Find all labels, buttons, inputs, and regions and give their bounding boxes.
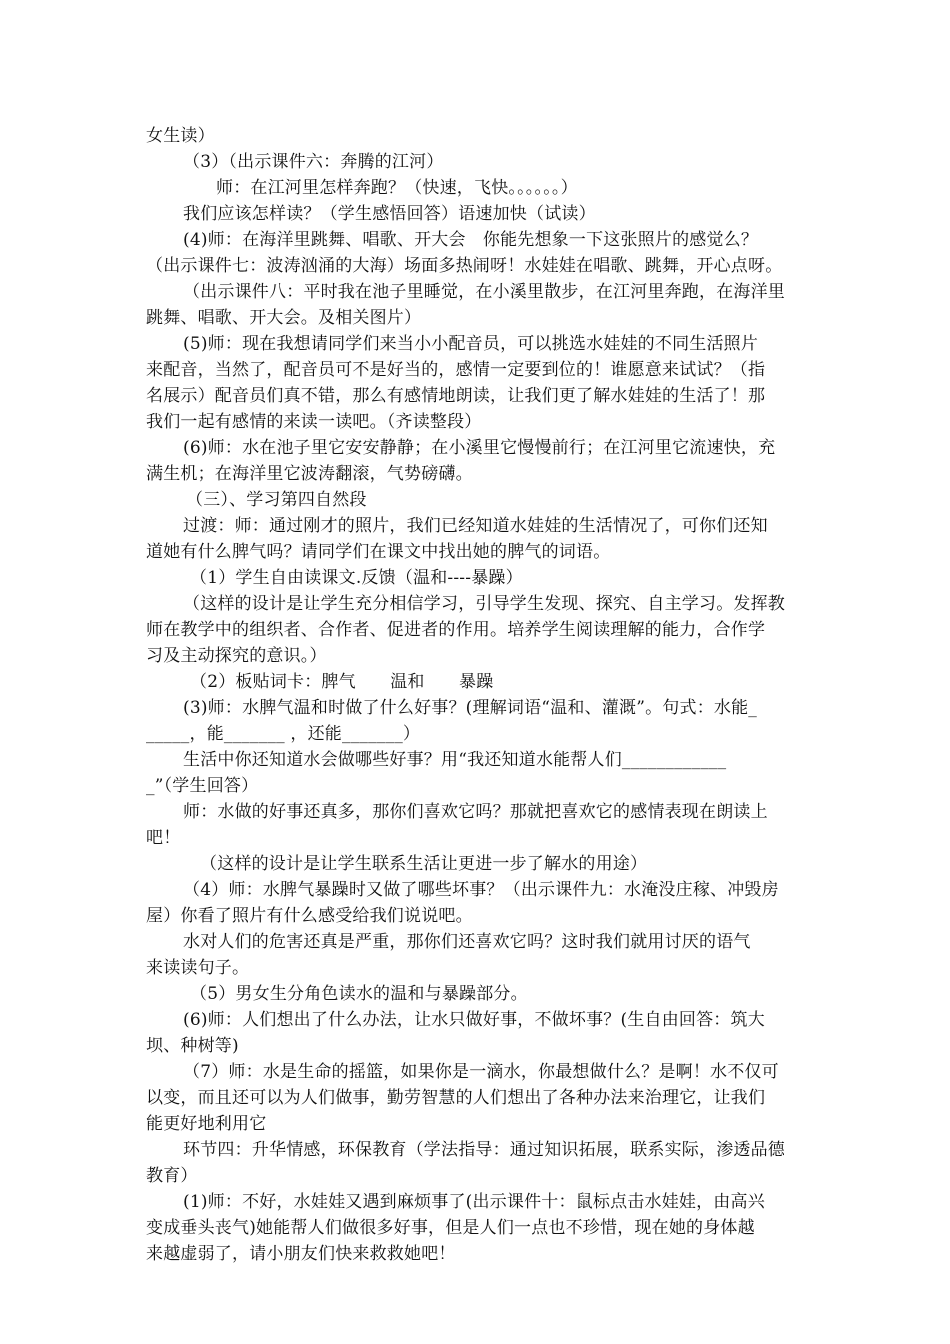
text-line: 过渡：师：通过刚才的照片，我们已经知道水娃娃的生活情况了，可你们还知 <box>183 516 768 536</box>
text-line: （2）板贴词卡：脾气 温和 暴躁 <box>190 672 494 692</box>
text-line: 师：在江河里怎样奔跑？（快速，飞快。。。。。。） <box>216 178 578 198</box>
text-line: 坝、种树等) <box>146 1036 239 1056</box>
text-line: (6)师：水在池子里它安安静静；在小溪里它慢慢前行；在江河里它流速快，充 <box>183 438 776 458</box>
text-line: （出示课件七：波涛汹涌的大海）场面多热闹呀！水娃娃在唱歌、跳舞，开心点呀。 <box>146 256 783 276</box>
text-line: 满生机；在海洋里它波涛翻滚，气势磅礴。 <box>146 464 473 484</box>
text-line: 来配音，当然了，配音员可不是好当的，感情一定要到位的！谁愿意来试试？（指 <box>146 360 766 380</box>
text-line: 跳舞、唱歌、开大会。及相关图片） <box>146 308 422 328</box>
text-line: (5)师：现在我想请同学们来当小小配音员，可以挑选水娃娃的不同生活照片 <box>183 334 759 354</box>
text-line: 变成垂头丧气)她能帮人们做很多好事，但是人们一点也不珍惜，现在她的身体越 <box>146 1218 755 1238</box>
text-line: （3）（出示课件六：奔腾的江河） <box>183 152 444 172</box>
text-line: （7）师：水是生命的摇篮，如果你是一滴水，你最想做什么？是啊！水不仅可 <box>183 1062 779 1082</box>
text-line: _____，能_______ ，还能_______） <box>146 724 421 744</box>
text-line: 吧！ <box>146 828 181 848</box>
text-line: 能更好地利用它 <box>146 1114 267 1134</box>
text-line: 我们一起有感情的来读一读吧。（齐读整段） <box>146 412 482 432</box>
text-line: 屋）你看了照片有什么感受给我们说说吧。 <box>146 906 473 926</box>
text-line: 名展示）配音员们真不错，那么有感情地朗读，让我们更了解水娃娃的生活了！那 <box>146 386 766 406</box>
text-line: 来越虚弱了，请小朋友们快来救救她吧！ <box>146 1244 456 1264</box>
text-line: 来读读句子。 <box>146 958 250 978</box>
text-line: （4）师：水脾气暴躁时又做了哪些坏事？（出示课件九：水淹没庄稼、冲毁房 <box>183 880 779 900</box>
text-line: （这样的设计是让学生联系生活让更进一步了解水的用途） <box>200 854 648 874</box>
text-line: (1)师：不好，水娃娃又遇到麻烦事了(出示课件十：鼠标点击水娃娃，由高兴 <box>183 1192 765 1212</box>
text-line: 我们应该怎样读？（学生感悟回答）语速加快（试读） <box>183 204 596 224</box>
text-line: （5）男女生分角色读水的温和与暴躁部分。 <box>190 984 528 1004</box>
text-line: 以变，而且还可以为人们做事，勤劳智慧的人们想出了各种办法来治理它，让我们 <box>146 1088 766 1108</box>
text-line: 教育） <box>146 1166 198 1186</box>
text-line: 习及主动探究的意识。） <box>146 646 327 666</box>
text-line: 水对人们的危害还真是严重，那你们还喜欢它吗？这时我们就用讨厌的语气 <box>183 932 751 952</box>
text-line: (3)师：水脾气温和时做了什么好事？(理解词语“温和、灌溉”。句式：水能_ <box>183 698 757 718</box>
text-line: （这样的设计是让学生充分相信学习，引导学生发现、探究、自主学习。发挥教 <box>183 594 785 614</box>
text-line: 师在教学中的组织者、合作者、促进者的作用。培养学生阅读理解的能力，合作学 <box>146 620 766 640</box>
text-line: 道她有什么脾气吗？请同学们在课文中找出她的脾气的词语。 <box>146 542 611 562</box>
text-line: 生活中你还知道水会做哪些好事？用“我还知道水能帮人们____________ <box>183 750 727 770</box>
text-line: 环节四：升华情感，环保教育（学法指导：通过知识拓展，联系实际，渗透品德 <box>183 1140 785 1160</box>
text-line: （1）学生自由读课文.反馈（温和----暴躁） <box>190 568 523 588</box>
section-heading: （三）、学习第四自然段 <box>186 490 367 510</box>
text-line: (4)师：在海洋里跳舞、唱歌、开大会 你能先想象一下这张照片的感觉么？ <box>183 230 759 250</box>
text-line: 师：水做的好事还真多，那你们喜欢它吗？那就把喜欢它的感情表现在朗读上 <box>183 802 768 822</box>
text-line: （出示课件八：平时我在池子里睡觉，在小溪里散步，在江河里奔跑，在海洋里 <box>183 282 785 302</box>
text-line: _”（学生回答） <box>146 776 259 796</box>
text-line: (6)师：人们想出了什么办法，让水只做好事，不做坏事？(生自由回答：筑大 <box>183 1010 765 1030</box>
text-line: 女生读） <box>146 126 215 146</box>
